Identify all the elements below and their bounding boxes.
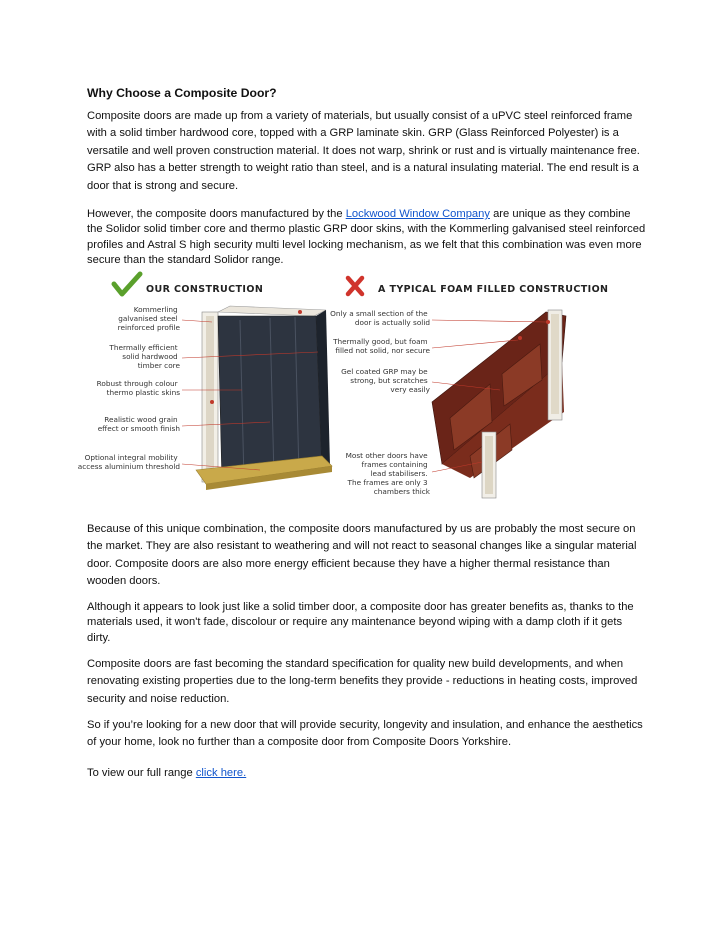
full-range-text: To view our full range (87, 767, 196, 779)
construction-comparison-figure (77, 272, 630, 504)
foam-door-illustration (432, 310, 566, 498)
callout-plastic-skins: Robust through colour thermo plastic skins (96, 379, 180, 397)
green-check-icon (114, 274, 140, 294)
foam-construction-title: A TYPICAL FOAM FILLED CONSTRUCTION (378, 284, 609, 295)
our-construction-panel (78, 274, 332, 490)
paragraph-composite-materials: Composite doors are made up from a variety of materials, but usually consist of a uPVC steel reinforced frame with a solid timber hardwood core, topped with a GRP laminate skin. GRP (Glass Reinforced Polyester) is a versatile and well proven construction material. It does not warp, shrink or rust and is virtually maintenance free. GRP also has a better strength to weight ratio than steel, and is a natural insulating material. The end result is a door that is strong and secure. (87, 110, 640, 192)
our-door-illustration (196, 306, 332, 490)
paragraph-lockwood-before: However, the composite doors manufactured by the (87, 208, 346, 220)
paragraph-lockwood (87, 207, 647, 269)
paragraph-most-secure: Because of this unique combination, the composite doors manufactured by us are probably the most secure on the market. They are also resistant to weathering and will not react to seasonal changes like a singular material door. Composite doors are also more energy efficient because they have a higher thermal resistance than wooden doors. (87, 523, 637, 588)
callout-steel-profile: Kommerling galvanised steel reinforced profile (117, 305, 180, 332)
lockwood-window-company-link[interactable]: Lockwood Window Company (345, 208, 490, 220)
callout-threshold: Optional integral mobility access aluminium threshold (77, 453, 180, 471)
our-construction-title: OUR CONSTRUCTION (146, 284, 264, 295)
paragraph-composite-doors-yorkshire: So if you’re looking for a new door that will provide security, longevity and insulation, and enhance the aesthetics of your home, look no further than a composite door from Composite Doors Yorkshire. (87, 719, 643, 749)
callout-lead-stabilisers: Most other doors have frames containing lead stabilisers. The frames are only 3 chambers thick (345, 451, 430, 496)
red-cross-icon (348, 278, 362, 294)
paragraph-new-build: Composite doors are fast becoming the standard specification for quality new build developments, and when renovating existing properties due to the long-term benefits they provide - reductions in heating costs, improved security and noise reduction. (87, 658, 638, 705)
callout-small-solid: Only a small section of the door is actually solid (330, 309, 430, 327)
callout-foam-filled: Thermally good, but foam filled not solid, nor secure (333, 337, 430, 355)
paragraph-benefits: Although it appears to look just like a solid timber door, a composite door has greater benefits as, thanks to the materials used, it won't fade, discolour or require any maintenance beyond wiping with a damp cloth if it gets dirty. (87, 601, 634, 644)
click-here-link[interactable]: click here. (195, 767, 247, 779)
callout-timber-core: Thermally efficient solid hardwood timber core (109, 343, 180, 370)
foam-construction-panel (330, 278, 608, 498)
paragraph-lockwood-after: are unique as they combine the Solidor solid timber core and thermo plastic GRP door skins, with the Kommerling galvanised steel reinforced profiles and Astral S high security multi level locking mechanism, as we felt that this combination was even more secure than the standard Solidor range. (87, 208, 646, 267)
paragraph-full-range (87, 765, 647, 782)
callout-wood-grain: Realistic wood grain effect or smooth finish (97, 415, 180, 433)
page-title: Why Choose a Composite Door? (87, 86, 277, 100)
callout-gel-coated: Gel coated GRP may be strong, but scratches very easily (341, 367, 430, 394)
